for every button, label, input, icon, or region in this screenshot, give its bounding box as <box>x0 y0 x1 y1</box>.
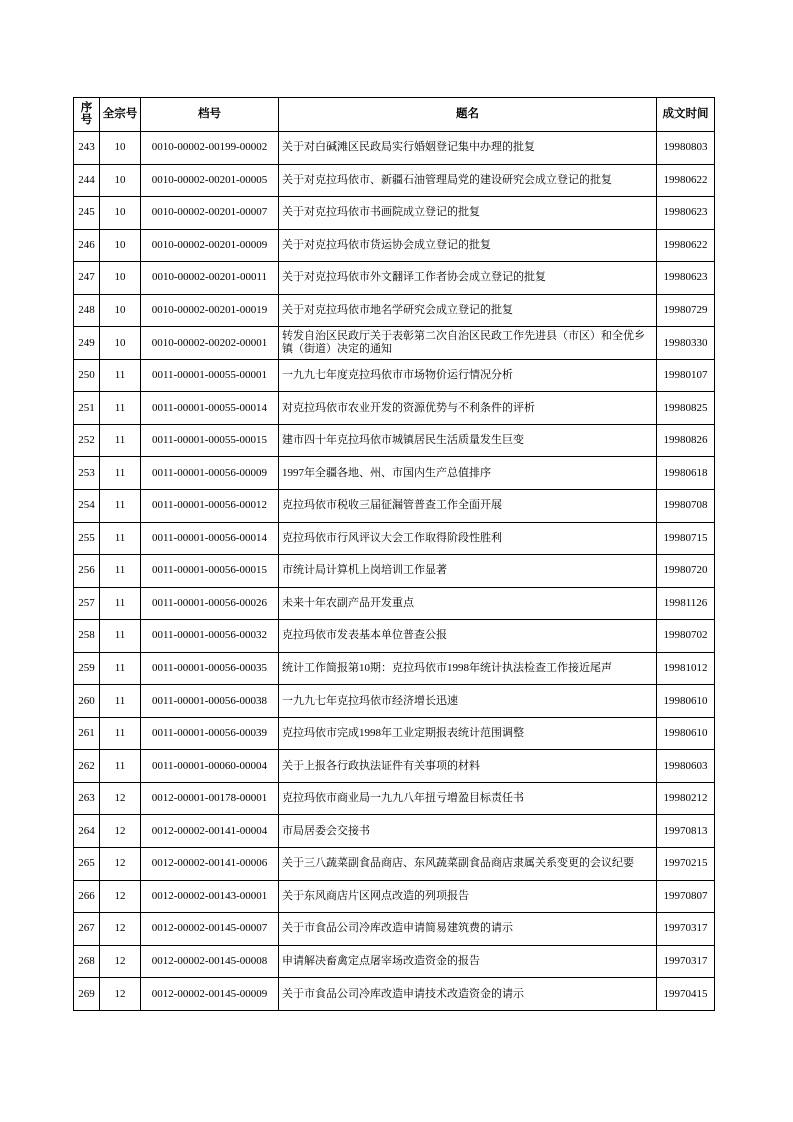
header-archive-no: 档号 <box>141 98 279 132</box>
cell-fonds: 11 <box>100 750 141 783</box>
cell-title: 建市四十年克拉玛依市城镇居民生活质量发生巨变 <box>279 424 657 457</box>
cell-title: 统计工作简报第10期：克拉玛依市1998年统计执法检查工作接近尾声 <box>279 652 657 685</box>
cell-date: 19980708 <box>657 490 715 523</box>
table-row <box>74 392 715 425</box>
table-row <box>74 132 715 165</box>
cell-archive-no: 0012-00002-00145-00009 <box>141 978 279 1011</box>
cell-seq: 249 <box>74 327 100 360</box>
cell-date: 19980603 <box>657 750 715 783</box>
cell-title: 关于三八蔬菜副食品商店、东风蔬菜副食品商店隶属关系变更的会议纪要 <box>279 848 657 881</box>
cell-title: 申请解决畜禽定点屠宰场改造资金的报告 <box>279 945 657 978</box>
cell-seq: 253 <box>74 457 100 490</box>
cell-date: 19980623 <box>657 197 715 230</box>
cell-date: 19980803 <box>657 132 715 165</box>
cell-archive-no: 0010-00002-00201-00019 <box>141 294 279 327</box>
cell-date: 19980618 <box>657 457 715 490</box>
cell-title: 克拉玛依市商业局一九九八年扭亏增盈目标责任书 <box>279 782 657 815</box>
cell-date: 19980622 <box>657 229 715 262</box>
table-row <box>74 262 715 295</box>
cell-fonds: 12 <box>100 815 141 848</box>
cell-seq: 256 <box>74 555 100 588</box>
cell-seq: 268 <box>74 945 100 978</box>
table-row <box>74 555 715 588</box>
cell-title: 关于对克拉玛依市书画院成立登记的批复 <box>279 197 657 230</box>
cell-seq: 264 <box>74 815 100 848</box>
cell-seq: 266 <box>74 880 100 913</box>
cell-archive-no: 0012-00002-00141-00006 <box>141 848 279 881</box>
cell-seq: 267 <box>74 913 100 946</box>
cell-date: 19981012 <box>657 652 715 685</box>
table-row <box>74 848 715 881</box>
cell-fonds: 11 <box>100 490 141 523</box>
table-row <box>74 327 715 360</box>
table-row <box>74 880 715 913</box>
cell-fonds: 11 <box>100 620 141 653</box>
header-row <box>74 98 715 132</box>
cell-title: 一九九七年克拉玛依市经济增长迅速 <box>279 685 657 718</box>
cell-title: 关于市食品公司冷库改造申请技术改造资金的请示 <box>279 978 657 1011</box>
cell-title: 对克拉玛依市农业开发的资源优势与不利条件的评析 <box>279 392 657 425</box>
table-row <box>74 717 715 750</box>
cell-seq: 248 <box>74 294 100 327</box>
cell-fonds: 12 <box>100 945 141 978</box>
table-row <box>74 978 715 1011</box>
cell-seq: 252 <box>74 424 100 457</box>
cell-seq: 262 <box>74 750 100 783</box>
cell-title: 关于对白碱滩区民政局实行婚姻登记集中办理的批复 <box>279 132 657 165</box>
cell-archive-no: 0011-00001-00055-00015 <box>141 424 279 457</box>
cell-date: 19970317 <box>657 945 715 978</box>
cell-seq: 254 <box>74 490 100 523</box>
cell-title: 关于东风商店片区网点改造的列项报告 <box>279 880 657 913</box>
cell-seq: 247 <box>74 262 100 295</box>
cell-archive-no: 0011-00001-00056-00009 <box>141 457 279 490</box>
header-seq-label: 序号 <box>80 101 93 126</box>
cell-date: 19980729 <box>657 294 715 327</box>
cell-fonds: 10 <box>100 229 141 262</box>
cell-date: 19980212 <box>657 782 715 815</box>
cell-seq: 263 <box>74 782 100 815</box>
cell-archive-no: 0010-00002-00201-00007 <box>141 197 279 230</box>
cell-fonds: 12 <box>100 848 141 881</box>
cell-archive-no: 0010-00002-00201-00011 <box>141 262 279 295</box>
cell-archive-no: 0011-00001-00056-00014 <box>141 522 279 555</box>
cell-date: 19980826 <box>657 424 715 457</box>
cell-title: 克拉玛依市行风评议大会工作取得阶段性胜利 <box>279 522 657 555</box>
cell-archive-no: 0011-00001-00060-00004 <box>141 750 279 783</box>
cell-fonds: 12 <box>100 978 141 1011</box>
cell-archive-no: 0012-00002-00145-00008 <box>141 945 279 978</box>
cell-date: 19980107 <box>657 359 715 392</box>
table-row <box>74 229 715 262</box>
header-seq <box>74 98 100 132</box>
table-row <box>74 685 715 718</box>
cell-seq: 245 <box>74 197 100 230</box>
cell-archive-no: 0011-00001-00056-00038 <box>141 685 279 718</box>
cell-seq: 260 <box>74 685 100 718</box>
cell-title: 一九九七年度克拉玛依市市场物价运行情况分析 <box>279 359 657 392</box>
table-row <box>74 490 715 523</box>
cell-seq: 257 <box>74 587 100 620</box>
cell-title: 关于上报各行政执法证件有关事项的材料 <box>279 750 657 783</box>
table-row <box>74 782 715 815</box>
table-row <box>74 620 715 653</box>
cell-title: 克拉玛依市税收三届征漏管普查工作全面开展 <box>279 490 657 523</box>
cell-fonds: 11 <box>100 392 141 425</box>
cell-date: 19980702 <box>657 620 715 653</box>
table-row <box>74 294 715 327</box>
header-title: 题名 <box>279 98 657 132</box>
cell-date: 19981126 <box>657 587 715 620</box>
table-row <box>74 522 715 555</box>
cell-archive-no: 0012-00002-00145-00007 <box>141 913 279 946</box>
cell-date: 19980330 <box>657 327 715 360</box>
cell-seq: 251 <box>74 392 100 425</box>
cell-date: 19970215 <box>657 848 715 881</box>
cell-date: 19980720 <box>657 555 715 588</box>
cell-fonds: 10 <box>100 164 141 197</box>
cell-date: 19970415 <box>657 978 715 1011</box>
cell-archive-no: 0012-00001-00178-00001 <box>141 782 279 815</box>
cell-seq: 265 <box>74 848 100 881</box>
cell-archive-no: 0010-00002-00201-00005 <box>141 164 279 197</box>
cell-fonds: 12 <box>100 913 141 946</box>
table-row <box>74 457 715 490</box>
table-row <box>74 359 715 392</box>
cell-date: 19980610 <box>657 717 715 750</box>
cell-archive-no: 0010-00002-00199-00002 <box>141 132 279 165</box>
cell-archive-no: 0012-00002-00143-00001 <box>141 880 279 913</box>
cell-archive-no: 0011-00001-00056-00026 <box>141 587 279 620</box>
table-body <box>74 132 715 1011</box>
table-row <box>74 913 715 946</box>
table-row <box>74 815 715 848</box>
cell-date: 19980610 <box>657 685 715 718</box>
cell-archive-no: 0012-00002-00141-00004 <box>141 815 279 848</box>
cell-title: 1997年全疆各地、州、市国内生产总值排序 <box>279 457 657 490</box>
cell-title: 克拉玛依市完成1998年工业定期报表统计范围调整 <box>279 717 657 750</box>
cell-seq: 255 <box>74 522 100 555</box>
cell-title: 关于市食品公司冷库改造申请简易建筑费的请示 <box>279 913 657 946</box>
archive-catalog-table <box>73 97 715 1011</box>
cell-title: 转发自治区民政厅关于表彰第二次自治区民政工作先进县（市区）和全优乡镇（街道）决定的通知 <box>279 327 657 360</box>
cell-archive-no: 0010-00002-00202-00001 <box>141 327 279 360</box>
cell-title: 市统计局计算机上岗培训工作显著 <box>279 555 657 588</box>
cell-archive-no: 0011-00001-00056-00039 <box>141 717 279 750</box>
cell-fonds: 10 <box>100 132 141 165</box>
table-row <box>74 164 715 197</box>
cell-fonds: 11 <box>100 717 141 750</box>
cell-seq: 250 <box>74 359 100 392</box>
cell-date: 19970813 <box>657 815 715 848</box>
cell-seq: 246 <box>74 229 100 262</box>
cell-title: 市局居委会交接书 <box>279 815 657 848</box>
header-fonds: 全宗号 <box>100 98 141 132</box>
table-row <box>74 945 715 978</box>
cell-seq: 258 <box>74 620 100 653</box>
cell-seq: 244 <box>74 164 100 197</box>
cell-date: 19980622 <box>657 164 715 197</box>
cell-seq: 261 <box>74 717 100 750</box>
cell-archive-no: 0011-00001-00056-00012 <box>141 490 279 523</box>
cell-title: 关于对克拉玛依市货运协会成立登记的批复 <box>279 229 657 262</box>
cell-fonds: 10 <box>100 197 141 230</box>
cell-title: 克拉玛依市发表基本单位普查公报 <box>279 620 657 653</box>
cell-title: 关于对克拉玛依市、新疆石油管理局党的建设研究会成立登记的批复 <box>279 164 657 197</box>
table-row <box>74 652 715 685</box>
cell-seq: 243 <box>74 132 100 165</box>
cell-archive-no: 0011-00001-00056-00032 <box>141 620 279 653</box>
cell-fonds: 12 <box>100 880 141 913</box>
cell-fonds: 11 <box>100 652 141 685</box>
table-header <box>74 98 715 132</box>
cell-fonds: 11 <box>100 424 141 457</box>
header-date: 成文时间 <box>657 98 715 132</box>
cell-title: 未来十年农副产品开发重点 <box>279 587 657 620</box>
cell-date: 19980715 <box>657 522 715 555</box>
cell-fonds: 10 <box>100 327 141 360</box>
cell-archive-no: 0011-00001-00055-00014 <box>141 392 279 425</box>
cell-fonds: 11 <box>100 587 141 620</box>
cell-fonds: 11 <box>100 457 141 490</box>
cell-date: 19970807 <box>657 880 715 913</box>
cell-date: 19980825 <box>657 392 715 425</box>
cell-fonds: 11 <box>100 359 141 392</box>
cell-fonds: 11 <box>100 522 141 555</box>
cell-fonds: 11 <box>100 685 141 718</box>
cell-title: 关于对克拉玛依市地名学研究会成立登记的批复 <box>279 294 657 327</box>
cell-archive-no: 0011-00001-00056-00015 <box>141 555 279 588</box>
cell-title: 关于对克拉玛依市外文翻译工作者协会成立登记的批复 <box>279 262 657 295</box>
table-row <box>74 750 715 783</box>
table-row <box>74 587 715 620</box>
cell-fonds: 10 <box>100 262 141 295</box>
cell-fonds: 11 <box>100 555 141 588</box>
table-row <box>74 197 715 230</box>
cell-archive-no: 0011-00001-00056-00035 <box>141 652 279 685</box>
cell-archive-no: 0011-00001-00055-00001 <box>141 359 279 392</box>
cell-fonds: 12 <box>100 782 141 815</box>
cell-archive-no: 0010-00002-00201-00009 <box>141 229 279 262</box>
cell-seq: 259 <box>74 652 100 685</box>
cell-date: 19970317 <box>657 913 715 946</box>
cell-date: 19980623 <box>657 262 715 295</box>
table-row <box>74 424 715 457</box>
cell-seq: 269 <box>74 978 100 1011</box>
cell-fonds: 10 <box>100 294 141 327</box>
